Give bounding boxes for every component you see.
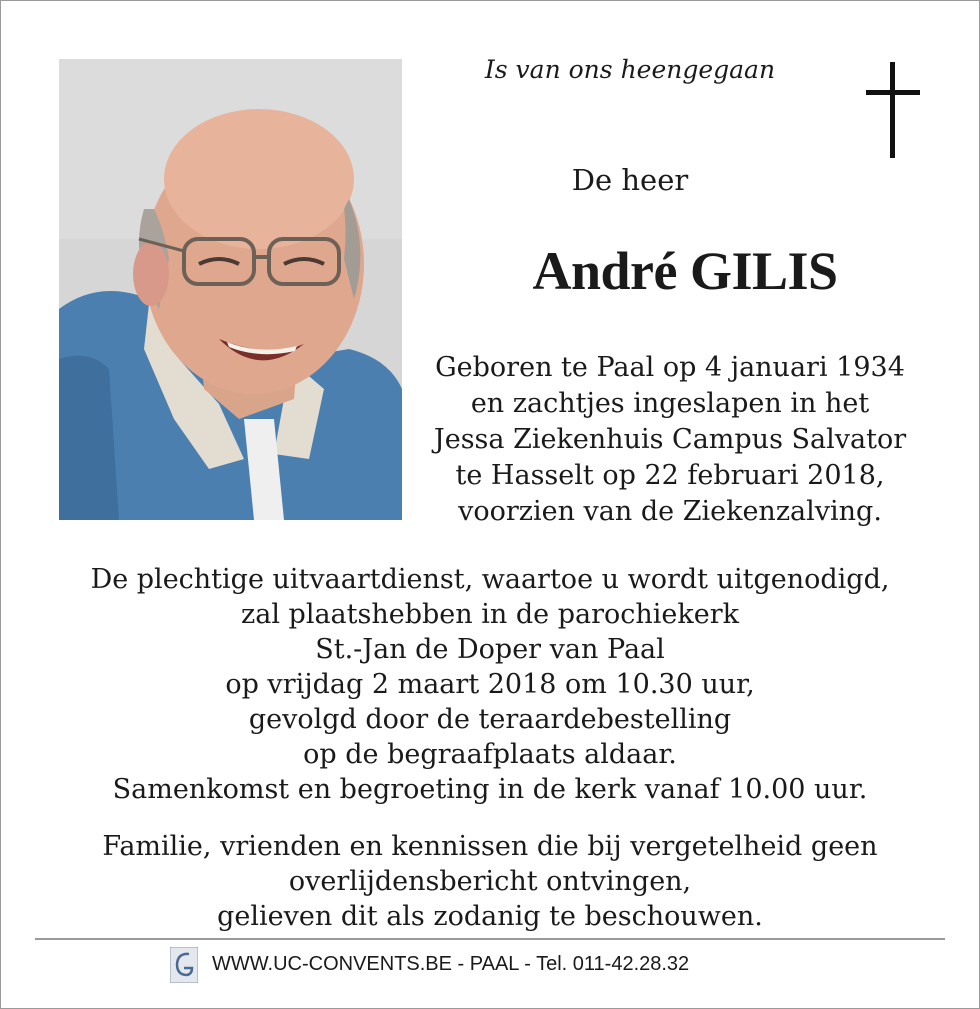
- family-line: gelieven dit als zodanig te beschouwen.: [217, 901, 763, 932]
- service-line: gevolgd door de teraardebestelling: [248, 704, 732, 735]
- footer-divider: [35, 938, 945, 940]
- portrait-photo: [59, 59, 402, 520]
- cross-icon: [864, 62, 924, 162]
- service-line: zal plaatshebben in de parochiekerk: [241, 599, 739, 630]
- funeral-home-logo-icon: [170, 947, 198, 983]
- family-line: Familie, vrienden en kennissen die bij vergetelheid geen: [102, 831, 878, 862]
- birth-line: Geboren te Paal op 4 januari 1934: [435, 352, 905, 383]
- birth-death-details: [420, 350, 920, 530]
- birth-line: te Hasselt op 22 februari 2018,: [455, 460, 885, 491]
- service-line: Samenkomst en begroeting in de kerk vanaf 10.00 uur.: [112, 774, 868, 805]
- family-notice: [40, 829, 940, 934]
- birth-line: en zachtjes ingeslapen in het: [470, 388, 870, 419]
- funeral-service-details: [40, 562, 940, 807]
- service-line: op de begraafplaats aldaar.: [303, 739, 677, 770]
- footer-contact: WWW.UC-CONVENTS.BE - PAAL - Tel. 011-42.28.32: [212, 953, 690, 975]
- service-line: St.-Jan de Doper van Paal: [315, 634, 665, 665]
- salutation: De heer: [571, 163, 689, 197]
- service-line: op vrijdag 2 maart 2018 om 10.30 uur,: [225, 669, 755, 700]
- birth-line: voorzien van de Ziekenzalving.: [458, 496, 882, 527]
- intro-text: Is van ons heengegaan: [484, 55, 776, 84]
- birth-line: Jessa Ziekenhuis Campus Salvator: [433, 424, 907, 455]
- family-line: overlijdensbericht ontvingen,: [288, 866, 692, 897]
- deceased-name: André GILIS: [532, 241, 838, 301]
- service-line: De plechtige uitvaartdienst, waartoe u wordt uitgenodigd,: [90, 564, 890, 595]
